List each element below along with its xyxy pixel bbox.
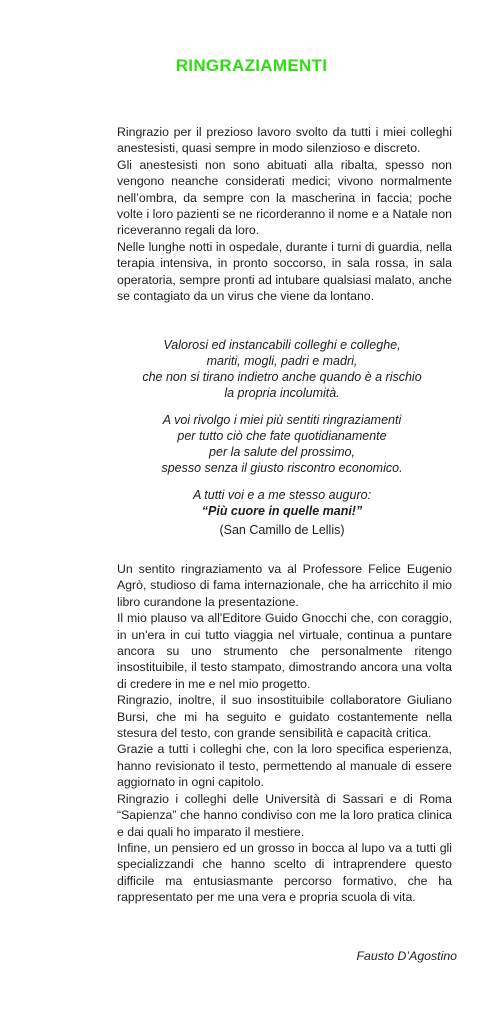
quote-line: per tutto ciò che fate quotidianamente (177, 429, 387, 443)
thanks-paragraph: Ringrazio, inoltre, il suo insostituibile collaboratore Giuliano Bursi, che mi ha seguito e guidato costantemente nella stesura del testo, con grande sensibilità e capacità critica. (117, 693, 452, 741)
intro-text (117, 124, 452, 304)
quote-wish-line: A tutti voi e a me stesso auguro: (192, 488, 372, 502)
quote-line: spesso senza il giusto riscontro economico. (161, 461, 403, 475)
thanks-paragraph: Il mio plauso va all'Editore Guido Gnocchi che, con coraggio, in un'era in cui tutto viaggia nel virtuale, continua a puntare ancora su uno strumento che personalmente ritengo insostituibile, il testo stampato, dimostrando ancora una volta di credere in me e nel mio progetto. (117, 611, 452, 691)
thanks-paragraph: Ringrazio i colleghi delle Università di Sassari e di Roma “Sapienza” che hanno condiviso con me la loro pratica clinica e dai quali ho imparato il mestiere. (117, 791, 452, 839)
quote-attribution: (San Camillo de Lellis) (219, 523, 345, 537)
author-signature: Fausto D’Agostino (356, 949, 457, 963)
intro-paragraph: Ringrazio per il prezioso lavoro svolto da tutti i miei colleghi anestesisti, quasi sempre in modo silenzioso e discreto. (117, 125, 452, 156)
quote-stanza-3 (62, 487, 502, 538)
dedication-quote (0, 337, 503, 549)
quote-line: per la salute del prossimo, (209, 445, 355, 459)
quote-line: A voi rivolgo i miei più sentiti ringraziamenti (162, 413, 402, 427)
quote-motto: “Più cuore in quelle mani!” (201, 504, 363, 518)
thanks-paragraph: Grazie a tutti i colleghi che, con la loro specifica esperienza, hanno revisionato il testo, permettendo al manuale di essere aggiornato in ogni capitolo. (117, 742, 452, 790)
page-title: RINGRAZIAMENTI (175, 56, 328, 75)
quote-stanza-2 (62, 412, 502, 476)
thanks-text (117, 561, 452, 906)
intro-paragraph: Nelle lunghe notti in ospedale, durante i turni di guardia, nella terapia intensiva, in pronto soccorso, in sala rossa, in sala operatoria, sempre pronti ad intubare qualsiasi malato, anche se contagiato da un virus che viene da lontano. (117, 239, 452, 304)
quote-stanza-1 (62, 337, 502, 401)
intro-paragraph: Gli anestesisti non sono abituati alla ribalta, spesso non vengono neanche considerati medici; vivono normalmente nell’ombra, da sempre con la mascherina in faccia; poche volte i loro pazienti se ne ricorderanno il nome e a Natale non riceveranno regali da loro. (117, 157, 452, 238)
quote-line: che non si tirano indietro anche quando è a rischio (142, 370, 422, 384)
thanks-paragraph: Infine, un pensiero ed un grosso in bocca al lupo va a tutti gli specializzandi che hanno scelto di intraprendere questo difficile ma entusiasmante percorso formativo, che ha rappresentato per me una vera e propria scuola di vita. (117, 840, 452, 905)
quote-line: la propria incolumità. (224, 386, 340, 400)
thanks-paragraph: Un sentito ringraziamento va al Professore Felice Eugenio Agrò, studioso di fama internazionale, che ha arricchito il mio libro curandone la presentazione. (117, 562, 452, 609)
quote-line: Valorosi ed instancabili colleghi e colleghe, (163, 338, 401, 352)
quote-line: mariti, mogli, padri e madri, (206, 354, 358, 368)
